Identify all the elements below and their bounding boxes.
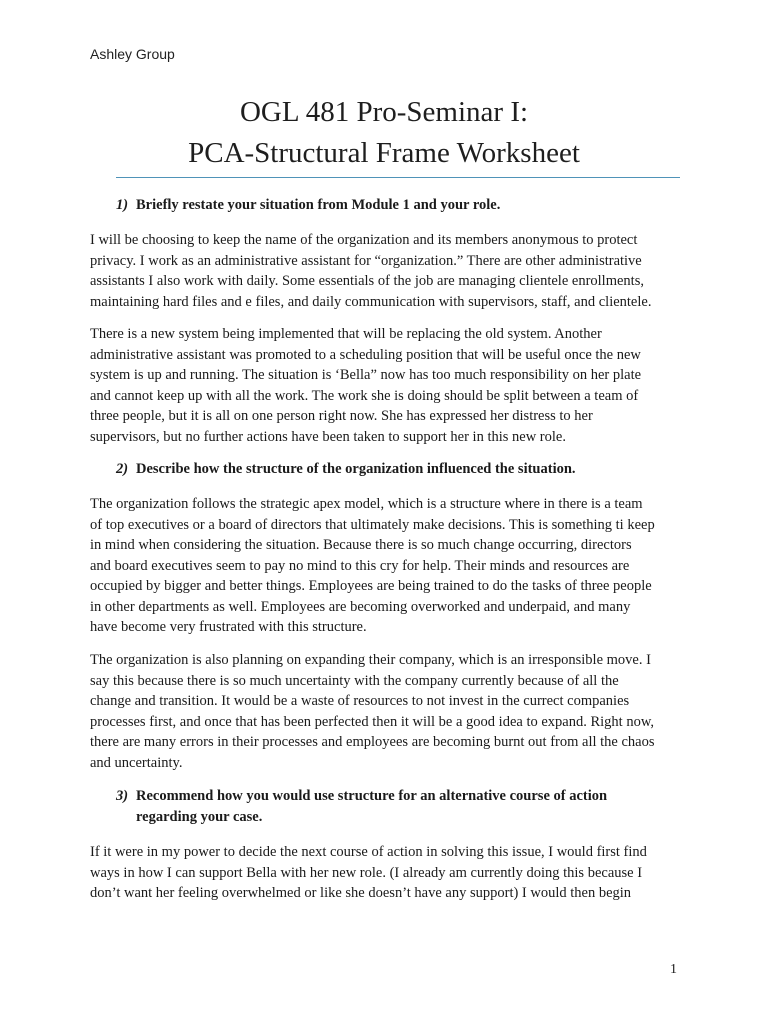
paragraph-line: there are many errors in their processes and employees are becoming burnt out from all the chaos — [90, 734, 655, 750]
paragraph-line: processes first, and once that has been perfected then it will be a good idea to expand. Right now, — [90, 713, 654, 730]
question-number: 1) — [116, 197, 129, 213]
paragraph-3 — [90, 494, 680, 638]
question-number: 2) — [116, 461, 129, 477]
title-line-1: OGL 481 Pro-Seminar I: — [239, 96, 529, 128]
paragraph-line: administrative assistant was promoted to a scheduling position that will be useful once the new — [90, 346, 641, 363]
question-text: regarding your case. — [136, 809, 263, 825]
question-1 — [116, 195, 501, 216]
paragraph-line: of top executives or a board of directors that ultimately make decisions. This is something ti keep — [90, 516, 655, 533]
question-text: Describe how the structure of the organization influenced the situation. — [136, 461, 576, 477]
paragraph-line: ways in how I can support Bella with her new role. (I already am currently doing this because I — [90, 864, 643, 881]
question-text: Recommend how you would use structure for an alternative course of action — [136, 788, 608, 804]
paragraph-line: change and transition. It would be a waste of resources to not invest in the currect companies — [90, 693, 630, 709]
paragraph-line: assistants I also work with daily. Some essentials of the job are managing clientele enrollments, — [90, 273, 644, 289]
paragraph-4 — [90, 650, 680, 773]
paragraph-line: don’t want her feeling overwhelmed or like she doesn’t have any support) I would then begin — [90, 885, 632, 901]
paragraph-2 — [90, 324, 680, 447]
question-3 — [116, 786, 608, 825]
paragraph-line: occupied by bigger and better things. Employees are being trained to do the tasks of three people — [90, 578, 652, 594]
paragraph-line: There is a new system being implemented that will be replacing the old system. Another — [90, 326, 602, 342]
paragraph-line: The organization follows the strategic apex model, which is a structure where in there is a team — [90, 496, 643, 512]
question-2 — [116, 459, 576, 480]
paragraph-line: three people, but it is all on one person right now. She has expressed her distress to her — [90, 408, 593, 424]
paragraph-line: have become very frustrated with this structure. — [90, 619, 367, 635]
paragraph-line: say this because there is so much uncertainty with the company currently because of all the — [90, 672, 619, 689]
paragraph-line: in other departments as well. Employees are becoming overworked and underpaid, and many — [90, 598, 631, 615]
header-text: Ashley Group — [90, 46, 175, 62]
paragraph-line: privacy. I work as an administrative assistant for “organization.” There are other administrative — [90, 252, 642, 269]
paragraph-line: If it were in my power to decide the next course of action in solving this issue, I would first find — [90, 844, 647, 860]
page-number: 1 — [670, 962, 677, 977]
paragraph-line: The organization is also planning on expanding their company, which is an irresponsible move. I — [90, 652, 651, 668]
paragraph-line: system is up and running. The situation is ‘Bella” now has too much responsibility on her plate — [90, 367, 642, 383]
paragraph-1 — [90, 230, 680, 312]
paragraph-line: in mind when considering the situation. Because there is so much change occurring, directors — [90, 537, 632, 553]
question-number: 3) — [116, 788, 129, 804]
paragraph-5 — [90, 842, 680, 904]
paragraph-line: maintaining hard files and e files, and daily communication with supervisors, staff, and clientele. — [90, 293, 652, 310]
paragraph-line: and uncertainty. — [90, 754, 183, 771]
title-line-2: PCA-Structural Frame Worksheet — [188, 137, 580, 169]
paragraph-line: I will be choosing to keep the name of the organization and its members anonymous to protect — [90, 232, 638, 248]
paragraph-line: and cannot keep up with all the work. The work she is doing should be split between a team of — [90, 387, 639, 404]
title-rule — [116, 177, 680, 178]
question-text: Briefly restate your situation from Module 1 and your role. — [136, 197, 501, 213]
paragraph-line: and board executives seem to pay no mind to this cry for help. Their minds and resources are — [90, 557, 630, 574]
paragraph-line: supervisors, but no further actions have been taken to support her in this new role. — [90, 428, 566, 445]
